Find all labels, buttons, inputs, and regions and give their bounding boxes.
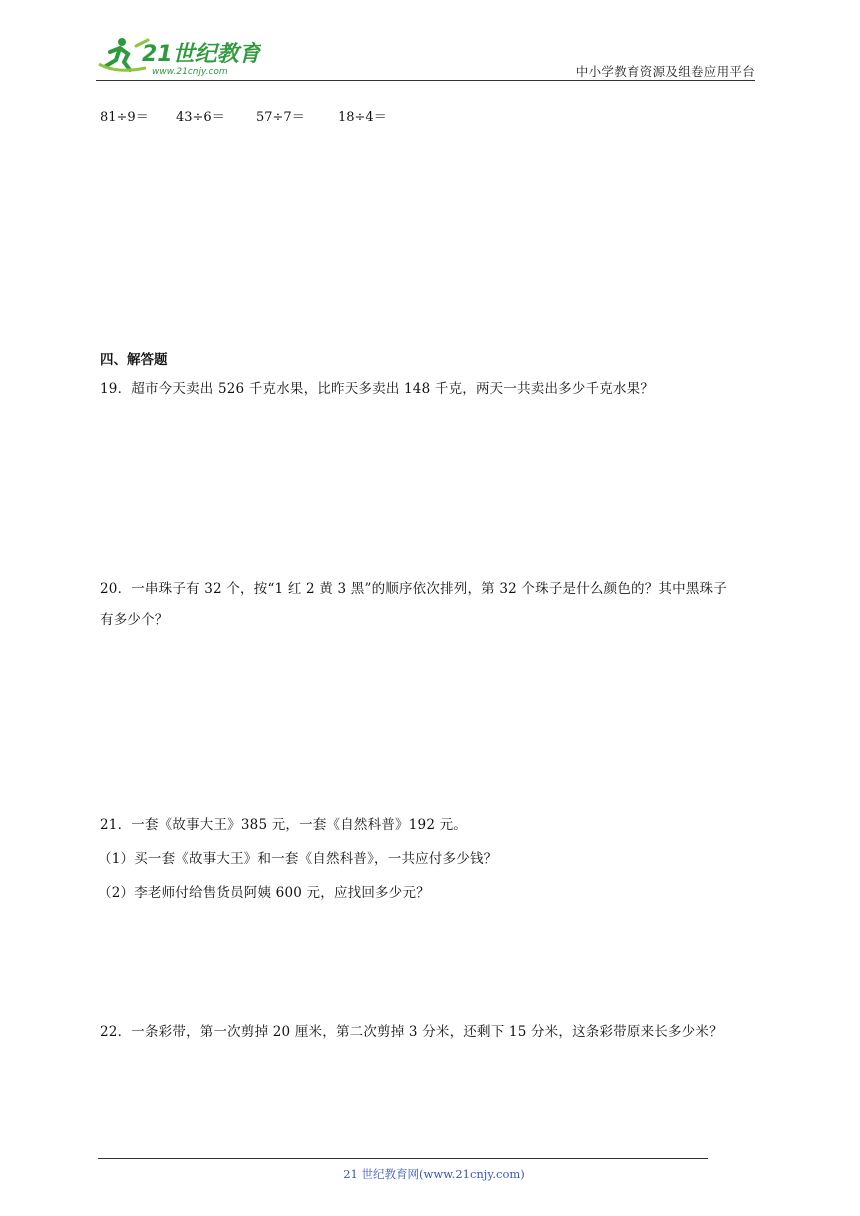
question-20-line1: 20．一串珠子有 32 个，按“1 红 2 黄 3 黑”的顺序依次排列，第 32 个珠子是什么颜色的？其中黑珠子 [100,581,727,597]
header-divider [96,80,755,81]
footer-divider [98,1158,708,1159]
question-21-part2: （2）李老师付给售货员阿姨 600 元，应找回多少元？ [98,885,430,901]
footer [0,1166,860,1182]
section-title: 四、解答题 [100,352,168,368]
site-logo [96,34,261,78]
calc-item: 57÷7＝ [256,110,305,125]
calc-item: 81÷9＝ [100,110,149,125]
question-20-line2: 有多少个？ [100,612,169,628]
svg-text:21世纪教育: 21世纪教育 [142,42,261,67]
question-21-part1: （1）买一套《故事大王》和一套《自然科普》，一共应付多少钱？ [98,851,498,867]
svg-text:www.21cnjy.com: www.21cnjy.com [152,67,228,77]
runner-logo-icon [96,34,261,78]
calc-item: 18÷4＝ [338,110,387,125]
platform-name: 中小学教育资源及组卷应用平台 [575,64,755,79]
question-22: 22．一条彩带，第一次剪掉 20 厘米，第二次剪掉 3 分米，还剩下 15 分米，这条彩带原来长多少米？ [100,1024,723,1040]
footer-text[interactable]: 21 世纪教育网(www.21cnjy.com) [343,1167,525,1181]
question-19: 19．超市今天卖出 526 千克水果，比昨天多卖出 148 千克，两天一共卖出多少千克水果？ [100,381,655,397]
calc-item: 43÷6＝ [176,110,225,125]
question-21: 21．一套《故事大王》385 元，一套《自然科普》192 元。 [100,817,467,833]
